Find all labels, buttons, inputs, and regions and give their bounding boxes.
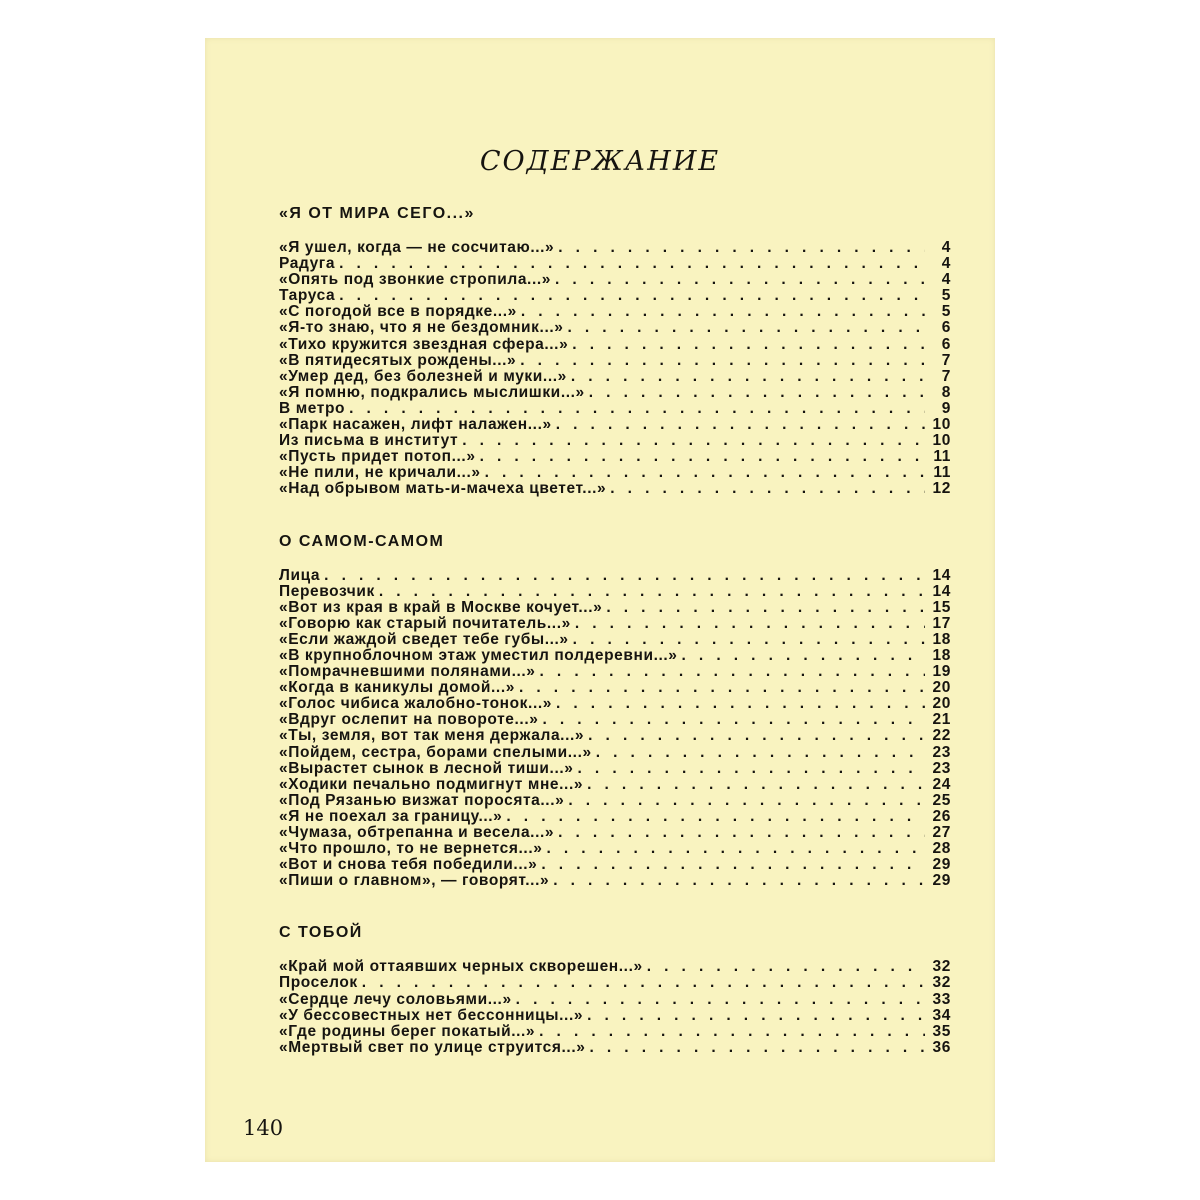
toc-entry	[279, 449, 951, 465]
dot-leader	[558, 825, 925, 841]
toc-entry	[279, 417, 951, 433]
toc-entry	[279, 648, 951, 664]
entry-page-number: 27	[932, 824, 951, 841]
entry-page-number: 28	[932, 840, 951, 858]
entry-page-number: 26	[932, 807, 951, 825]
toc-entry	[279, 600, 951, 616]
entry-title: «Пиши о главном», — говорят...»	[279, 872, 550, 890]
toc-entry	[279, 680, 951, 696]
toc-entry	[279, 745, 951, 761]
entry-page-number: 6	[941, 335, 951, 353]
dot-leader	[587, 1008, 925, 1024]
entry-list	[279, 568, 951, 890]
dot-leader	[520, 353, 925, 369]
dot-leader	[589, 1040, 925, 1056]
toc-entry	[279, 873, 951, 889]
dot-leader	[339, 288, 925, 304]
toc-entry	[279, 809, 951, 825]
entry-page-number: 14	[932, 566, 951, 584]
section-title: О САМОМ-САМОМ	[279, 532, 445, 550]
entry-title: «Край мой оттаявших черных скворешен...»	[279, 958, 643, 976]
dot-leader	[682, 648, 925, 664]
entry-title: «С погодой все в порядке...»	[279, 303, 517, 321]
dot-leader	[462, 433, 925, 449]
dot-leader	[647, 959, 925, 975]
dot-leader	[571, 369, 925, 385]
dot-leader	[379, 584, 925, 600]
entry-title: «Не пили, не кричали...»	[279, 464, 481, 482]
entry-title: «Я-то знаю, что я не бездомник...»	[279, 319, 564, 337]
dot-leader	[521, 304, 925, 320]
entry-title: Таруса	[279, 287, 336, 305]
entry-title: «Пойдем, сестра, борами спелыми...»	[279, 743, 592, 761]
entry-page-number: 8	[941, 383, 951, 401]
entry-page-number: 23	[932, 743, 951, 761]
entry-page-number: 4	[941, 255, 951, 273]
entry-page-number: 34	[932, 1006, 951, 1024]
toc-entry	[279, 712, 951, 728]
entry-page-number: 36	[932, 1038, 951, 1056]
entry-page-number: 29	[932, 872, 951, 890]
toc-entry	[279, 793, 951, 809]
toc-section	[279, 923, 951, 1056]
entry-page-number: 33	[932, 990, 951, 1008]
toc-entry	[279, 304, 951, 320]
entry-page-number: 20	[932, 679, 951, 697]
toc-entry	[279, 959, 951, 975]
entry-page-number: 35	[932, 1022, 951, 1040]
dot-leader	[542, 712, 925, 728]
toc-entry	[279, 568, 951, 584]
dot-leader	[540, 664, 925, 680]
entry-page-number: 23	[932, 759, 951, 777]
toc-entry	[279, 320, 951, 336]
dot-leader	[362, 975, 925, 991]
entry-page-number: 14	[932, 582, 951, 600]
entry-page-number: 7	[941, 351, 951, 369]
entry-page-number: 6	[941, 319, 951, 337]
dot-leader	[546, 841, 925, 857]
toc-entry	[279, 696, 951, 712]
dot-leader	[556, 417, 925, 433]
entry-title: «Парк насажен, лифт налажен...»	[279, 416, 552, 434]
toc-entry	[279, 1008, 951, 1024]
dot-leader	[596, 745, 925, 761]
entry-page-number: 17	[932, 614, 951, 632]
entry-title: В метро	[279, 399, 346, 417]
entry-title: «Тихо кружится звездная сфера...»	[279, 335, 569, 353]
toc-entry	[279, 664, 951, 680]
entry-title: Радуга	[279, 255, 336, 273]
entry-title: «У бессовестных нет бессонницы...»	[279, 1006, 584, 1024]
toc-entry	[279, 857, 951, 873]
entry-title: «Опять под звонкие стропила...»	[279, 271, 551, 289]
entry-title: «Ходики печально подмигнут мне...»	[279, 775, 584, 793]
entry-title: «Пусть придет потоп...»	[279, 448, 476, 466]
table-of-contents	[279, 204, 951, 1056]
dot-leader	[558, 240, 925, 256]
entry-title: «Если жаждой сведет тебе губы...»	[279, 630, 569, 648]
entry-page-number: 24	[932, 775, 951, 793]
toc-entry	[279, 728, 951, 744]
entry-title: Из письма в институт	[279, 432, 459, 450]
dot-leader	[568, 793, 925, 809]
toc-entry	[279, 353, 951, 369]
dot-leader	[339, 256, 925, 272]
dot-leader	[349, 401, 925, 417]
book-page	[205, 38, 995, 1162]
entry-title: Лица	[279, 566, 321, 584]
entry-page-number: 4	[941, 271, 951, 289]
dot-leader	[519, 680, 925, 696]
entry-title: «Говорю как старый почитатель...»	[279, 614, 571, 632]
entry-list	[279, 240, 951, 498]
entry-page-number: 4	[941, 239, 951, 256]
entry-title: «Вот и снова тебя победили...»	[279, 856, 538, 874]
toc-entry	[279, 288, 951, 304]
entry-page-number: 9	[941, 399, 951, 417]
entry-title: Перевозчик	[279, 582, 375, 600]
entry-title: «Я ушел, когда — не сосчитаю...»	[279, 239, 555, 256]
entry-title: «Что прошло, то не вернется...»	[279, 840, 543, 858]
dot-leader	[567, 320, 925, 336]
entry-title: «Голос чибиса жалобно-тонок...»	[279, 695, 552, 713]
dot-leader	[578, 761, 925, 777]
entry-page-number: 21	[932, 711, 951, 729]
entry-title: «Вот из края в край в Москве кочует...»	[279, 598, 603, 616]
dot-leader	[485, 465, 925, 481]
dot-leader	[606, 600, 925, 616]
toc-entry	[279, 369, 951, 385]
entry-title: «Ты, земля, вот так меня держала...»	[279, 727, 585, 745]
dot-leader	[575, 616, 925, 632]
toc-entry	[279, 975, 951, 991]
entry-page-number: 10	[932, 416, 951, 434]
toc-entry	[279, 825, 951, 841]
dot-leader	[588, 728, 925, 744]
dot-leader	[539, 1024, 925, 1040]
toc-entry	[279, 761, 951, 777]
entry-title: «В крупноблочном этаж уместил полдеревни...»	[279, 646, 678, 664]
toc-entry	[279, 337, 951, 353]
toc-entry	[279, 433, 951, 449]
toc-entry	[279, 992, 951, 1008]
entry-title: «Под Рязанью визжат поросята...»	[279, 791, 565, 809]
entry-page-number: 18	[932, 630, 951, 648]
toc-entry	[279, 401, 951, 417]
entry-page-number: 12	[932, 480, 951, 498]
toc-entry	[279, 240, 951, 256]
entry-title: «Помрачневшими полянами...»	[279, 663, 536, 681]
entry-page-number: 20	[932, 695, 951, 713]
entry-page-number: 7	[941, 367, 951, 385]
dot-leader	[573, 632, 925, 648]
entry-page-number: 25	[932, 791, 951, 809]
dot-leader	[480, 449, 925, 465]
toc-entry	[279, 1040, 951, 1056]
toc-entry	[279, 1024, 951, 1040]
section-title: «Я ОТ МИРА СЕГО...»	[279, 205, 475, 222]
entry-page-number: 32	[932, 958, 951, 976]
entry-page-number: 10	[932, 432, 951, 450]
entry-title: «Чумаза, обтрепанна и весела...»	[279, 824, 555, 841]
toc-entry	[279, 256, 951, 272]
toc-entry	[279, 777, 951, 793]
entry-title: «Вырастет сынок в лесной тиши...»	[279, 759, 574, 777]
entry-title: «В пятидесятых рождены...»	[279, 351, 517, 369]
entry-page-number: 18	[932, 646, 951, 664]
toc-entry	[279, 632, 951, 648]
toc-entry	[279, 385, 951, 401]
toc-entry	[279, 481, 951, 497]
dot-leader	[553, 873, 925, 889]
entry-title: «Я помню, подкрались мыслишки...»	[279, 383, 585, 401]
entry-title: «Я не поехал за границу...»	[279, 807, 503, 825]
toc-section	[279, 532, 951, 890]
entry-title: «Мертвый свет по улице струится...»	[279, 1038, 586, 1056]
page-number: 140	[243, 1116, 284, 1140]
entry-title: «Где родины берег покатый...»	[279, 1022, 536, 1040]
dot-leader	[555, 272, 925, 288]
toc-entry	[279, 465, 951, 481]
entry-page-number: 22	[932, 727, 951, 745]
toc-entry	[279, 616, 951, 632]
entry-page-number: 29	[932, 856, 951, 874]
dot-leader	[556, 696, 925, 712]
toc-entry	[279, 841, 951, 857]
toc-entry	[279, 272, 951, 288]
entry-page-number: 19	[932, 663, 951, 681]
dot-leader	[506, 809, 925, 825]
dot-leader	[610, 481, 925, 497]
dot-leader	[516, 992, 925, 1008]
toc-section	[279, 204, 951, 498]
entry-list	[279, 959, 951, 1056]
entry-title: «Умер дед, без болезней и муки...»	[279, 367, 567, 385]
entry-page-number: 11	[933, 464, 951, 482]
dot-leader	[572, 337, 925, 353]
entry-title: «Сердце лечу соловьями...»	[279, 990, 512, 1008]
entry-page-number: 15	[932, 598, 951, 616]
entry-page-number: 5	[941, 287, 951, 305]
dot-leader	[324, 568, 925, 584]
entry-title: «Над обрывом мать-и-мачеха цветет...»	[279, 480, 607, 498]
entry-page-number: 5	[941, 303, 951, 321]
dot-leader	[541, 857, 925, 873]
entry-title: Проселок	[279, 974, 358, 992]
section-title: С ТОБОЙ	[279, 924, 363, 942]
dot-leader	[587, 777, 925, 793]
entry-page-number: 32	[932, 974, 951, 992]
page-title: СОДЕРЖАНИЕ	[479, 146, 721, 177]
dot-leader	[589, 385, 925, 401]
entry-title: «Когда в каникулы домой...»	[279, 679, 515, 697]
toc-entry	[279, 584, 951, 600]
entry-page-number: 11	[933, 448, 951, 466]
entry-title: «Вдруг ослепит на повороте...»	[279, 711, 539, 729]
